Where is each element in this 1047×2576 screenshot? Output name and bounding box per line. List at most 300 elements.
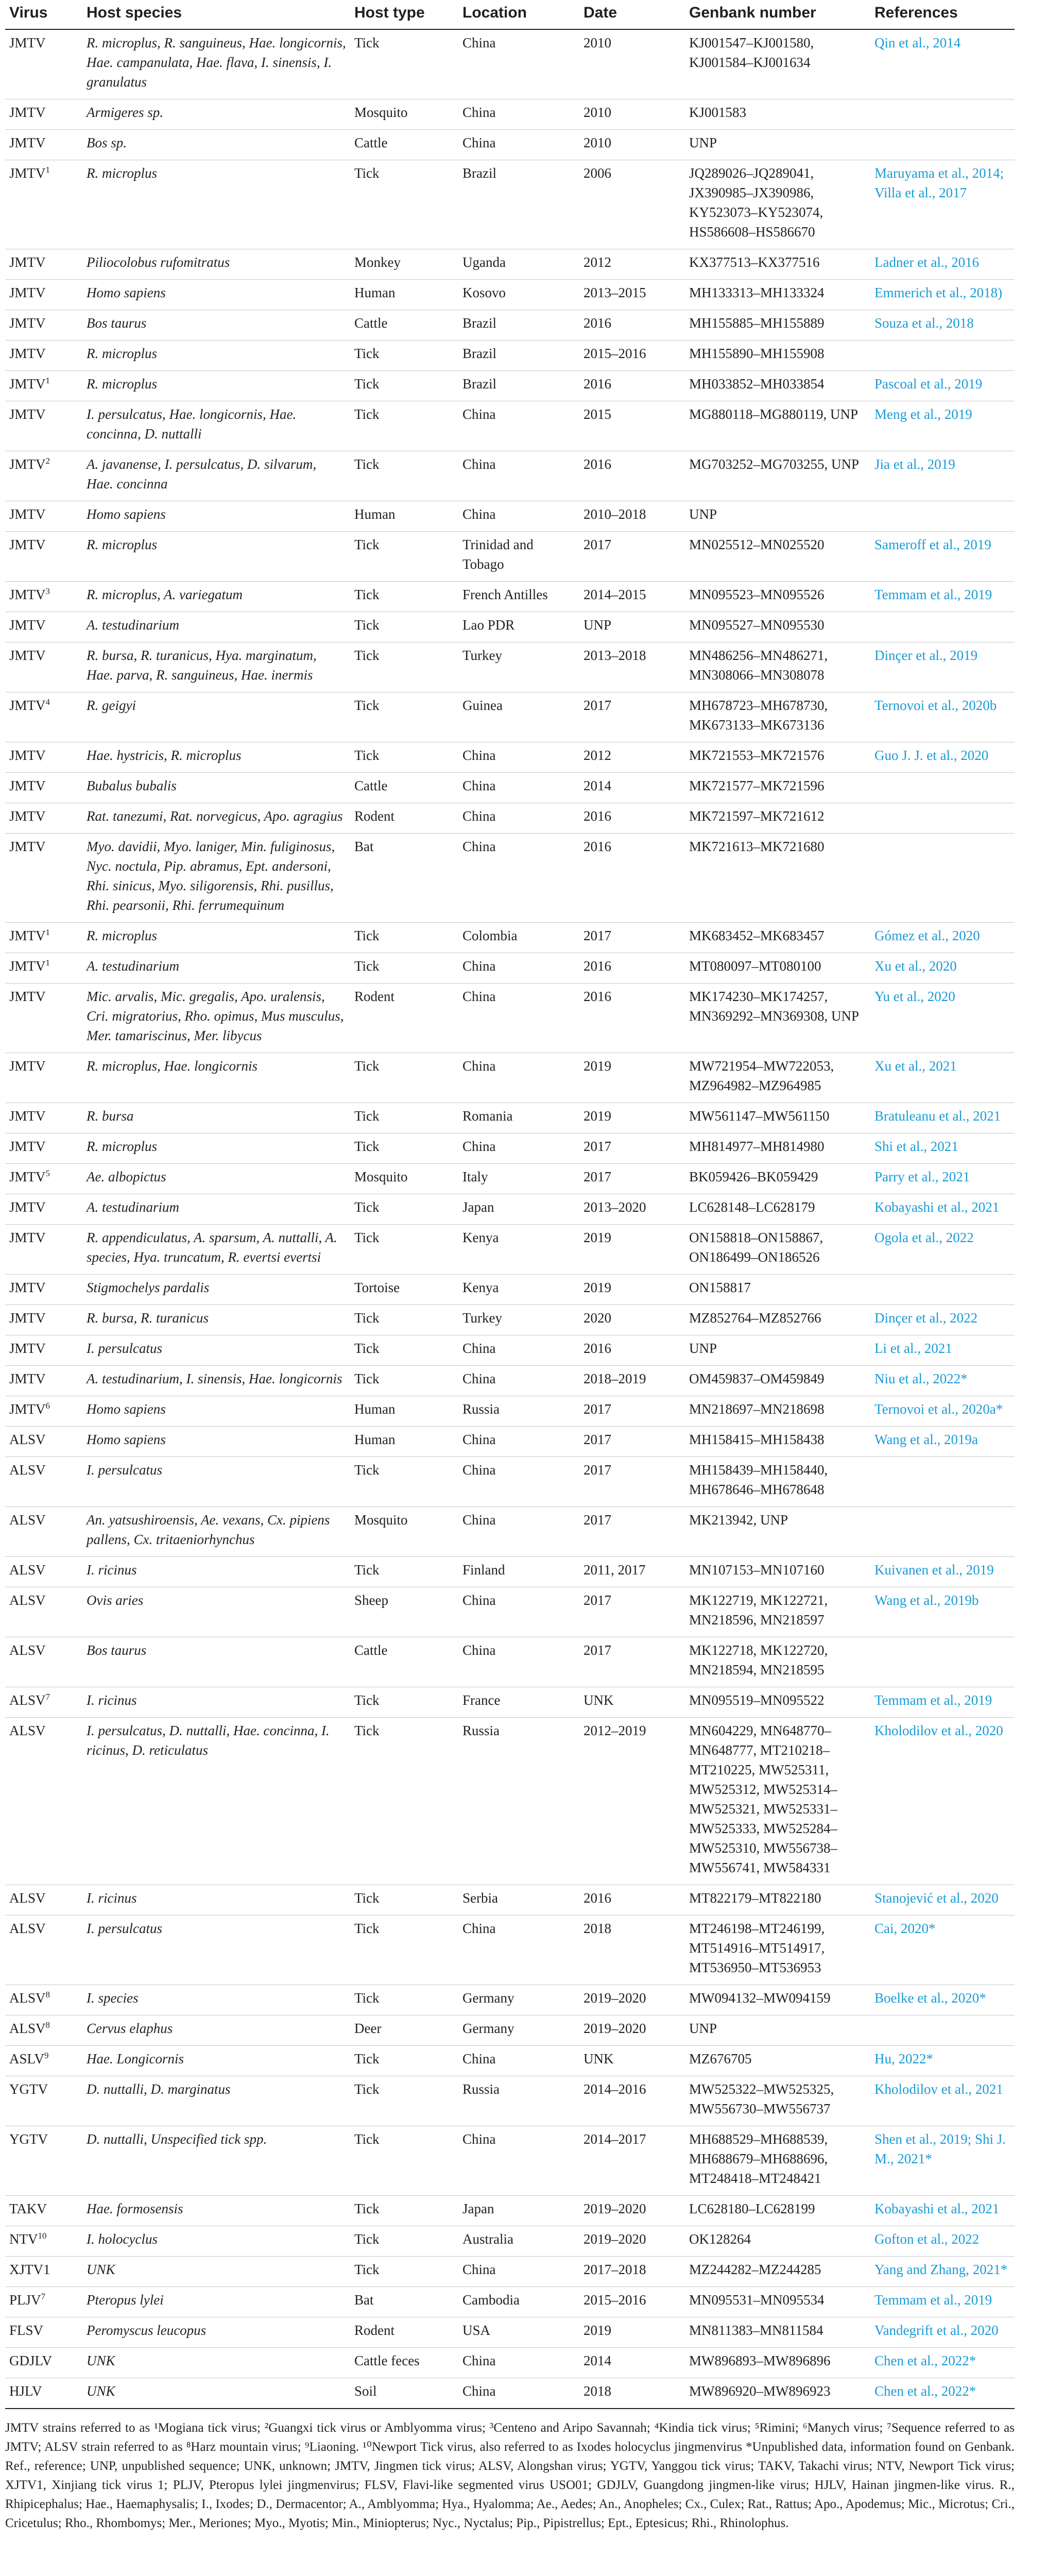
cell-genbank-number-text: MH678723–MH678730, MK673133–MK673136 [689,698,828,733]
cell-genbank-number-text: MH158415–MH158438 [689,1432,825,1447]
footnote-marker: 8 [45,2020,50,2030]
cell-location [458,2126,579,2196]
cell-references[interactable] [870,2348,1015,2378]
cell-host-species-text: I. ricinus [87,1692,137,1708]
cell-host-type-text: Tick [354,1692,380,1708]
cell-host-type-text: Sheep [354,1592,388,1608]
cell-date-text: 2016 [583,1341,611,1356]
cell-host-type [350,1507,458,1557]
cell-references[interactable] [870,1427,1015,1457]
cell-references[interactable] [870,451,1015,501]
footnote-marker: 3 [45,586,50,596]
cell-virus [5,2126,82,2196]
cell-location [458,2196,579,2226]
cell-host-type-text: Tick [354,1310,380,1326]
cell-location [458,1718,579,1885]
cell-references-text: Temmam et al., 2019 [874,1692,992,1708]
cell-host-species-text: A. testudinarium [87,1199,179,1215]
cell-date-text: 2016 [583,376,611,392]
table-row [5,834,1015,923]
cell-references[interactable] [870,2196,1015,2226]
cell-host-type-text: Tick [354,617,380,633]
table-row [5,1885,1015,1916]
cell-references[interactable] [870,642,1015,692]
cell-virus-text: JMTV [9,165,46,181]
cell-location-text: China [462,2262,496,2277]
cell-genbank-number [685,2378,870,2409]
cell-date [579,692,685,742]
cell-location-text: China [462,506,496,522]
cell-location [458,130,579,160]
cell-host-species [82,692,350,742]
cell-host-type [350,2076,458,2126]
cell-host-type [350,2378,458,2409]
cell-references [870,1457,1015,1507]
cell-references[interactable] [870,923,1015,953]
cell-location [458,1507,579,1557]
cell-date [579,582,685,612]
cell-references[interactable] [870,1396,1015,1427]
cell-date-text: UNK [583,2051,614,2066]
cell-genbank-number [685,1687,870,1718]
cell-genbank-number-text: MH814977–MH814980 [689,1139,825,1154]
cell-virus-text: ALSV [9,1592,46,1608]
cell-host-type [350,1916,458,1985]
cell-genbank-number [685,1457,870,1507]
cell-location [458,834,579,923]
cell-location [458,451,579,501]
cell-virus-text: JMTV [9,1139,46,1154]
cell-location [458,501,579,532]
cell-date [579,1457,685,1507]
cell-references[interactable] [870,2076,1015,2126]
cell-references[interactable] [870,1225,1015,1275]
cell-references-text: Xu et al., 2021 [874,1058,957,1074]
cell-virus [5,2015,82,2046]
cell-virus-text: ALSV [9,1890,46,1906]
footnote-marker: 10 [38,2231,47,2241]
cell-date [579,2046,685,2076]
cell-virus-text: ALSV [9,1432,46,1447]
cell-location-text: Romania [462,1108,513,1124]
cell-date [579,1557,685,1587]
cell-host-species-text: I. persulcatus, Hae. longicornis, Hae. concinna, D. nuttalli [87,406,297,442]
cell-references[interactable] [870,29,1015,99]
cell-genbank-number-text: KX377513–KX377516 [689,255,820,270]
table-row [5,742,1015,773]
cell-host-species [82,773,350,803]
cell-host-type [350,1427,458,1457]
cell-location [458,1225,579,1275]
cell-host-type-text: Tick [354,648,380,663]
cell-date [579,1164,685,1194]
cell-location [458,1335,579,1366]
cell-virus [5,803,82,834]
cell-references[interactable] [870,310,1015,341]
cell-genbank-number-text: MN811383–MN811584 [689,2323,823,2338]
cell-host-species-text: I. persulcatus [87,1462,162,1478]
cell-host-type [350,1194,458,1225]
cell-host-species-text: Stigmochelys pardalis [87,1280,210,1295]
cell-genbank-number [685,1366,870,1396]
cell-host-species-text: A. testudinarium [87,617,179,633]
cell-host-type [350,2287,458,2317]
cell-genbank-number [685,1164,870,1194]
cell-virus [5,2196,82,2226]
cell-virus [5,1557,82,1587]
cell-genbank-number [685,1225,870,1275]
cell-host-species [82,2317,350,2348]
cell-host-species-text: Bos taurus [87,1642,147,1658]
cell-genbank-number-text: MN095523–MN095526 [689,587,825,602]
cell-host-type-text: Tick [354,1921,380,1936]
cell-references-text: Shen et al., 2019; Shi J. M., 2021* [874,2131,1006,2166]
cell-host-species-text: Mic. arvalis, Mic. gregalis, Apo. uralensis, Cri. migratorius, Rho. opimus, Mus musculus, Mer. tamariscinus, Mer. libycus [87,989,344,1043]
cell-location-text: China [462,1642,496,1658]
cell-references[interactable] [870,1335,1015,1366]
cell-host-species [82,1335,350,1366]
cell-references[interactable] [870,1985,1015,2015]
cell-host-species [82,984,350,1053]
cell-references [870,130,1015,160]
cell-virus-text: ASLV [9,2051,45,2066]
cell-date-text: 2012 [583,748,611,763]
cell-virus-text: JMTV [9,506,46,522]
cell-host-species [82,2046,350,2076]
cell-virus-text: TAKV [9,2201,47,2216]
cell-references[interactable] [870,1305,1015,1335]
table-row [5,1587,1015,1637]
cell-references [870,99,1015,130]
cell-host-species-text: Homo sapiens [87,506,166,522]
cell-references[interactable] [870,532,1015,582]
cell-host-species [82,130,350,160]
cell-host-type-text: Tick [354,346,380,361]
cell-references[interactable] [870,249,1015,280]
cell-location [458,341,579,371]
cell-genbank-number-text: MH133313–MH133324 [689,285,825,300]
cell-host-species-text: Bos sp. [87,135,127,150]
cell-host-type [350,1396,458,1427]
cell-virus [5,923,82,953]
cell-date [579,1885,685,1916]
cell-date-text: 2006 [583,165,611,181]
cell-host-type [350,642,458,692]
cell-host-species [82,160,350,249]
cell-references[interactable] [870,742,1015,773]
cell-virus [5,1637,82,1687]
cell-references[interactable] [870,2226,1015,2257]
cell-references[interactable] [870,692,1015,742]
cell-location [458,2046,579,2076]
table-row [5,2226,1015,2257]
cell-references[interactable] [870,2126,1015,2196]
cell-references[interactable] [870,1557,1015,1587]
footnote-marker: 5 [45,1168,50,1178]
cell-location [458,1396,579,1427]
cell-date-text: 2015–2016 [583,2292,646,2308]
cell-virus-text: JMTV [9,958,46,974]
cell-references[interactable] [870,1718,1015,1885]
cell-virus-text: JMTV [9,285,46,300]
cell-host-species [82,2226,350,2257]
cell-date [579,1194,685,1225]
cell-date-text: 2016 [583,989,611,1004]
table-row [5,2287,1015,2317]
cell-virus-text: ALSV [9,2021,46,2036]
cell-references-text: Dinçer et al., 2019 [874,648,978,663]
cell-host-type [350,1718,458,1885]
cell-host-type-text: Cattle [354,1642,388,1658]
cell-date-text: 2010–2018 [583,506,646,522]
header-row [5,0,1015,29]
cell-date-text: 2010 [583,35,611,50]
cell-virus [5,692,82,742]
cell-references-text: Bratuleanu et al., 2021 [874,1108,1001,1124]
cell-genbank-number [685,1275,870,1305]
cell-host-species [82,1985,350,2015]
cell-host-species [82,1885,350,1916]
cell-genbank-number [685,1885,870,1916]
cell-references[interactable] [870,1587,1015,1637]
table-row [5,1194,1015,1225]
cell-host-type-text: Tick [354,165,380,181]
cell-location-text: Italy [462,1169,488,1184]
cell-host-type-text: Tick [354,2131,380,2147]
cell-references[interactable] [870,984,1015,1053]
cell-virus-text: JMTV [9,1199,46,1215]
cell-genbank-number-text: JQ289026–JQ289041, JX390985–JX390986, KY523073–KY523074, HS586608–HS586670 [689,165,823,240]
table-row [5,2076,1015,2126]
cell-virus [5,451,82,501]
cell-references[interactable] [870,1366,1015,1396]
cell-location-text: Brazil [462,315,496,331]
table-row [5,2046,1015,2076]
cell-virus [5,1885,82,1916]
cell-host-species-text: A. testudinarium, I. sinensis, Hae. longicornis [87,1371,342,1386]
cell-date [579,2196,685,2226]
table-row [5,1916,1015,1985]
cell-host-species [82,2196,350,2226]
cell-location-text: China [462,406,496,422]
cell-date [579,1103,685,1133]
cell-virus-text: ALSV [9,1562,46,1578]
cell-host-type-text: Deer [354,2021,382,2036]
cell-references [870,773,1015,803]
footnote-marker: 1 [45,927,50,937]
cell-date [579,953,685,984]
cell-host-species-text: Hae. hystricis, R. microplus [87,748,242,763]
table-row [5,2015,1015,2046]
cell-virus [5,1916,82,1985]
cell-virus-text: JMTV [9,1280,46,1295]
cell-references[interactable] [870,1194,1015,1225]
cell-date-text: 2019 [583,2323,611,2338]
cell-virus-text: JMTV [9,537,46,552]
cell-host-species-text: Bubalus bubalis [87,778,177,793]
cell-host-species-text: I. ricinus [87,1562,137,1578]
cell-references[interactable] [870,1133,1015,1164]
table-row [5,99,1015,130]
cell-date [579,1053,685,1103]
cell-host-species [82,803,350,834]
cell-references[interactable] [870,2046,1015,2076]
cell-virus [5,160,82,249]
cell-references[interactable] [870,1103,1015,1133]
cell-host-type-text: Monkey [354,255,401,270]
cell-references[interactable] [870,280,1015,310]
table-row [5,501,1015,532]
cell-references[interactable] [870,2378,1015,2409]
cell-location-text: China [462,778,496,793]
cell-references[interactable] [870,1916,1015,1985]
cell-genbank-number [685,2317,870,2348]
cell-references[interactable] [870,1164,1015,1194]
cell-host-species [82,1507,350,1557]
cell-references[interactable] [870,582,1015,612]
cell-genbank-number [685,1053,870,1103]
cell-virus-text: JMTV [9,35,46,50]
cell-location-text: Cambodia [462,2292,520,2308]
cell-references-text: Hu, 2022* [874,2051,933,2066]
cell-host-species [82,2287,350,2317]
cell-host-species [82,1164,350,1194]
cell-host-type [350,1985,458,2015]
cell-virus [5,1194,82,1225]
cell-virus-text: XJTV1 [9,2262,50,2277]
cell-references[interactable] [870,401,1015,451]
table-row [5,401,1015,451]
table-row [5,1396,1015,1427]
cell-host-species-text: R. microplus [87,928,157,943]
cell-location [458,773,579,803]
table-body [5,29,1015,2409]
cell-genbank-number [685,642,870,692]
cell-date-text: 2020 [583,1310,611,1326]
cell-host-type-text: Human [354,506,396,522]
cell-location-text: Japan [462,1199,494,1215]
cell-host-species-text: I. persulcatus [87,1921,162,1936]
table-row [5,1687,1015,1718]
cell-genbank-number [685,99,870,130]
cell-host-species [82,501,350,532]
cell-host-species-text: R. microplus, Hae. longicornis [87,1058,258,1074]
cell-date-text: 2019–2020 [583,1990,646,2006]
cell-location [458,1637,579,1687]
cell-virus [5,2287,82,2317]
cell-genbank-number-text: MH688529–MH688539, MH688679–MH688696, MT248418–MT248421 [689,2131,828,2186]
cell-genbank-number [685,310,870,341]
table-row [5,1305,1015,1335]
cell-host-species-text: Pteropus lylei [87,2292,164,2308]
cell-host-species [82,1457,350,1507]
cell-date-text: 2016 [583,808,611,824]
table-row [5,341,1015,371]
cell-location [458,953,579,984]
cell-host-species [82,582,350,612]
cell-date [579,280,685,310]
cell-host-species-text: I. persulcatus, D. nuttalli, Hae. concinna, I. ricinus, D. reticulatus [87,1723,330,1758]
cell-references-text: Kuivanen et al., 2019 [874,1562,994,1578]
cell-host-type-text: Tick [354,537,380,552]
cell-genbank-number [685,2126,870,2196]
cell-references-text: Xu et al., 2020 [874,958,957,974]
cell-virus [5,582,82,612]
cell-host-species [82,280,350,310]
cell-references[interactable] [870,953,1015,984]
cell-host-type-text: Tick [354,1371,380,1386]
cell-location [458,642,579,692]
cell-references-text: Qin et al., 2014 [874,35,961,50]
cell-virus-text: ALSV [9,1642,46,1658]
table-row [5,29,1015,99]
cell-references[interactable] [870,2257,1015,2287]
cell-host-type [350,1457,458,1507]
cell-genbank-number-text: MK122719, MK122721, MN218596, MN218597 [689,1592,828,1628]
cell-references[interactable] [870,1053,1015,1103]
cell-genbank-number [685,1916,870,1985]
cell-date-text: 2016 [583,456,611,472]
cell-genbank-number [685,692,870,742]
footnote-marker: 2 [45,456,50,466]
cell-location [458,29,579,99]
cell-virus [5,2226,82,2257]
cell-virus-text: JMTV [9,587,46,602]
cell-references[interactable] [870,2287,1015,2317]
cell-date [579,29,685,99]
cell-location [458,803,579,834]
cell-location-text: China [462,808,496,824]
cell-host-species-text: A. testudinarium [87,958,179,974]
cell-references[interactable] [870,2317,1015,2348]
cell-genbank-number-text: MG703252–MG703255, UNP [689,456,860,472]
cell-genbank-number-text: KJ001583 [689,105,747,120]
cell-references[interactable] [870,160,1015,249]
cell-host-species-text: R. microplus [87,346,157,361]
cell-references-text: Kobayashi et al., 2021 [874,2201,1000,2216]
table-row [5,1275,1015,1305]
cell-virus [5,1103,82,1133]
cell-genbank-number-text: MW896893–MW896896 [689,2353,831,2368]
cell-location [458,99,579,130]
cell-genbank-number [685,1194,870,1225]
cell-references[interactable] [870,1687,1015,1718]
cell-virus-text: JMTV [9,989,46,1004]
cell-host-type [350,532,458,582]
cell-references-text: Dinçer et al., 2022 [874,1310,978,1326]
cell-genbank-number [685,2076,870,2126]
cell-references[interactable] [870,1885,1015,1916]
cell-date-text: 2017 [583,698,611,713]
cell-host-type-text: Cattle [354,315,388,331]
cell-genbank-number [685,984,870,1053]
cell-virus [5,773,82,803]
cell-host-species-text: Bos taurus [87,315,147,331]
table-row [5,1457,1015,1507]
header-genbank-number: Genbank number [685,0,870,29]
cell-host-type [350,2226,458,2257]
cell-date [579,1335,685,1366]
cell-virus-text: ALSV [9,1692,46,1708]
table-row [5,1985,1015,2015]
cell-host-type-text: Tick [354,1890,380,1906]
cell-genbank-number-text: MK721553–MK721576 [689,748,825,763]
cell-location-text: China [462,135,496,150]
cell-date-text: 2019–2020 [583,2021,646,2036]
cell-genbank-number-text: MZ852764–MZ852766 [689,1310,821,1326]
table-row [5,1427,1015,1457]
cell-references[interactable] [870,371,1015,401]
